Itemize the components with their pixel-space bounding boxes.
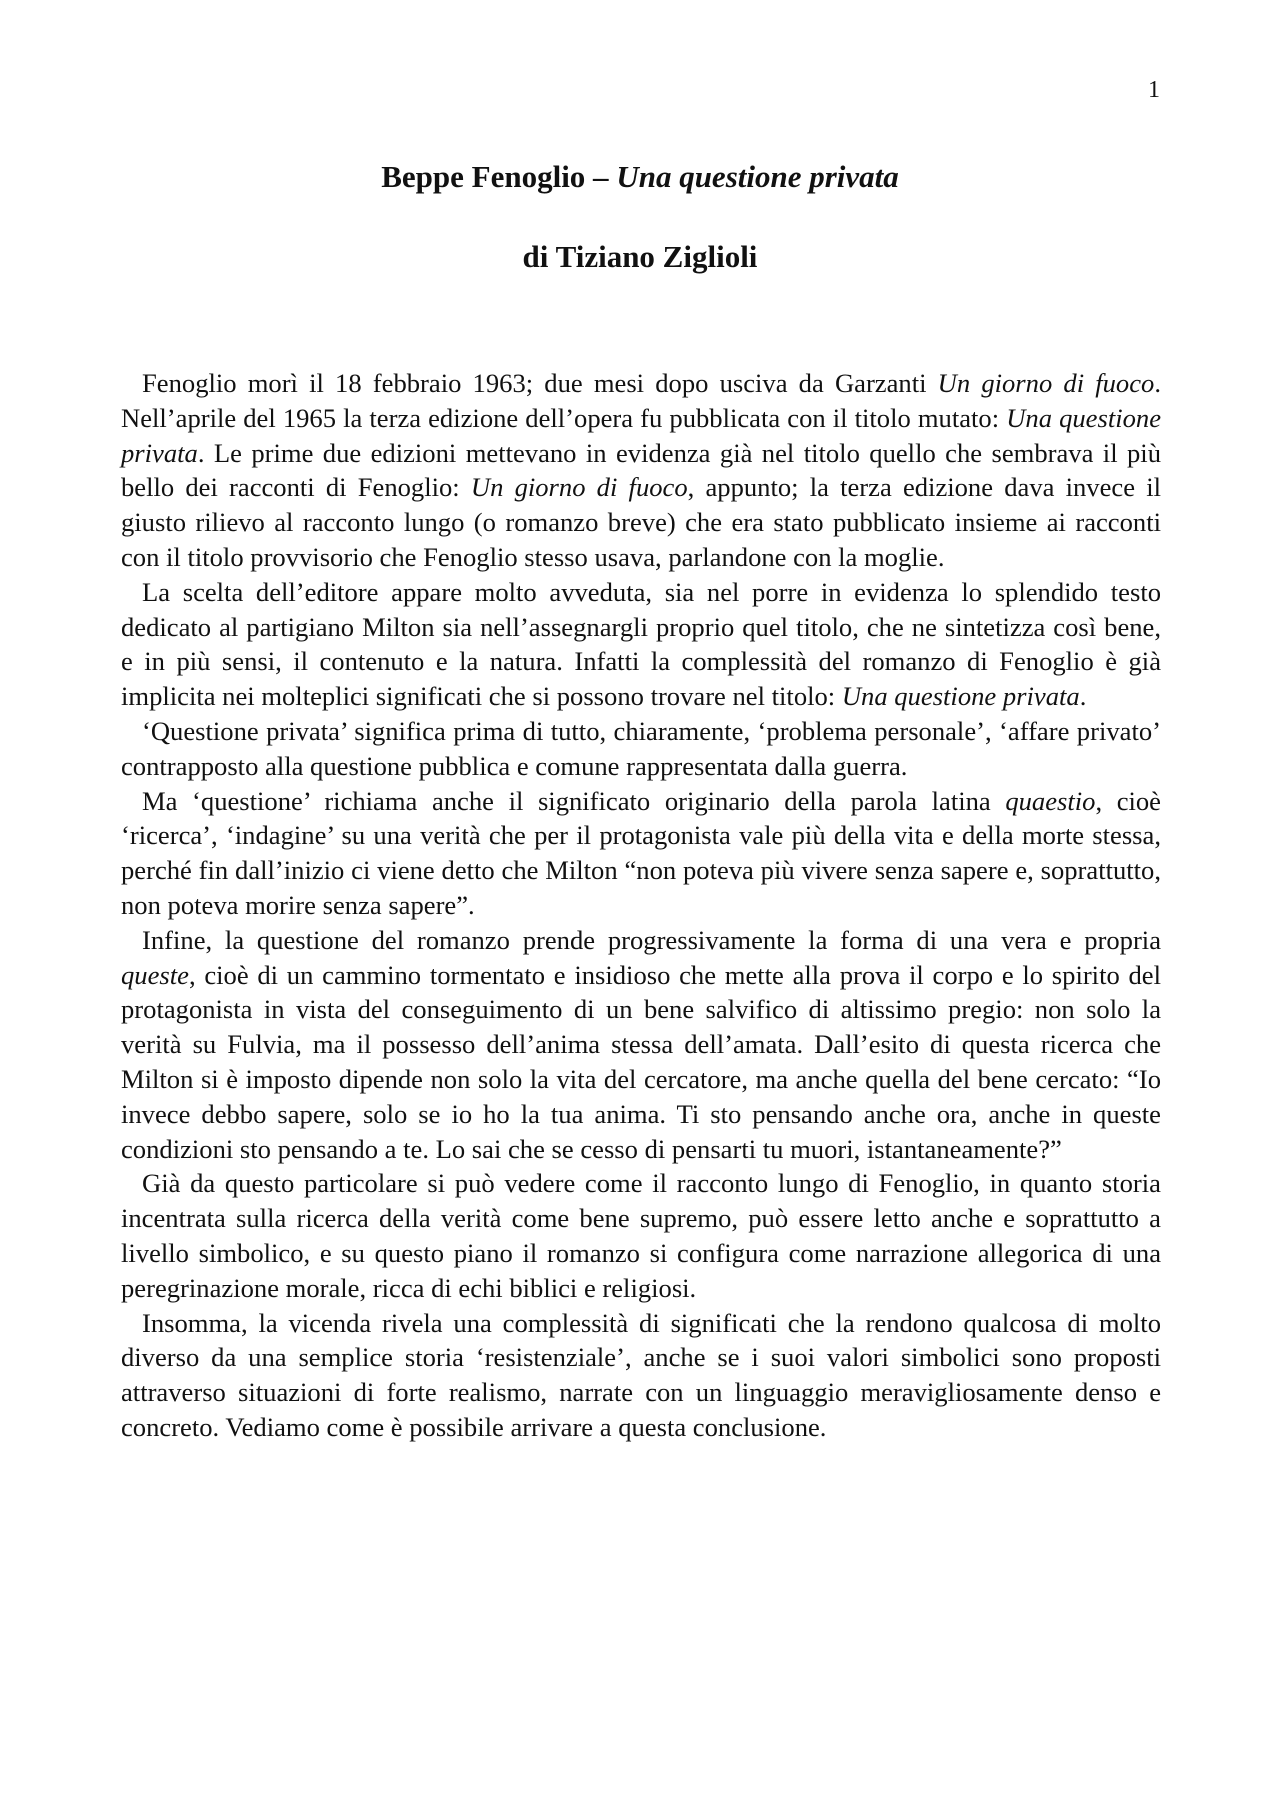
text-segment: , appunto; la terza edizione dava invece il giusto rilievo al racconto lungo (o romanzo breve) che era stato pubblicato insieme ai racconti con il titolo provvisorio che Fenoglio stesso usava, parlandone con la moglie. (121, 472, 1161, 572)
title-work: Una questione privata (616, 159, 899, 194)
italic-segment: Una questione privata (121, 402, 1161, 468)
text-segment: Fenoglio morì il 18 febbraio 1963; due mesi dopo usciva da Garzanti (142, 368, 938, 398)
italic-segment: Una questione privata (841, 681, 1080, 712)
paragraph-6 (121, 1166, 1161, 1305)
article-body (121, 366, 1161, 1445)
text-segment: . Nell’aprile del 1965 la terza edizione dell’opera fu pubblicata con il titolo mutato: (121, 368, 1161, 433)
text-segment: La scelta dell’editore appare molto avveduta, sia nel porre in evidenza lo splendido testo dedicato al partigiano Milton sia nell’assegnargli proprio quel titolo, che ne sintetizza così bene, e in più sensi, il contenuto e la natura. Infatti la complessità del romanzo di Fenoglio è già implicita nei molteplici significati che si possono trovare nel titolo: (121, 576, 1161, 712)
text-segment: . (1079, 681, 1087, 712)
paragraph-7 (121, 1306, 1161, 1445)
italic-segment: queste (121, 959, 189, 990)
paragraph-4 (121, 784, 1161, 923)
text-segment: Ma ‘questione’ richiama anche il significato originario della parola latina (142, 785, 1006, 816)
text-segment: ‘Questione privata’ significa prima di tutto, chiaramente, ‘problema personale’, ‘affare privato’ contrapposto alla questione pubblica e comune rappresentata dalla guerra. (121, 715, 1161, 781)
text-segment: Insomma, la vicenda rivela una complessità di significati che la rendono qualcosa di molto diverso da una semplice storia ‘resistenziale’, anche se i suoi valori simbolici sono proposti attraverso situazioni di forte realismo, narrate con un linguaggio meravigliosamente denso e concreto. Vediamo come è possibile arrivare a questa conclusione. (121, 1307, 1161, 1442)
text-segment: . Le prime due edizioni mettevano in evidenza già nel titolo quello che sembrava il più bello dei racconti di Fenoglio: (121, 437, 1161, 503)
byline: di Tiziano Ziglioli (522, 239, 758, 274)
text-segment: Già da questo particolare si può vedere come il racconto lungo di Fenoglio, in quanto storia incentrata sulla ricerca della verità come bene supremo, può essere letto anche e soprattutto a livello simbolico, e su questo piano il romanzo si configura come narrazione allegorica di una peregrinazione morale, ricca di echi biblici e religiosi. (121, 1168, 1161, 1303)
text-segment: , cioè ‘ricerca’, ‘indagine’ su una verità che per il protagonista vale più della vita e della morte stessa, perché fin dall’inizio ci viene detto che Milton “non poteva più vivere senza sapere e, soprattutto, non poteva morire senza sapere”. (121, 785, 1161, 920)
title-author: Beppe Fenoglio – (381, 159, 617, 194)
italic-segment: Un giorno di fuoco (937, 368, 1155, 398)
text-segment: Infine, la questione del romanzo prende progressivamente la forma di una vera e propria (142, 924, 1161, 955)
italic-segment: Un giorno di fuoco (470, 472, 688, 503)
paragraph-2 (121, 575, 1161, 714)
paragraph-1 (121, 366, 1161, 575)
paragraph-3 (121, 714, 1161, 784)
text-segment: , cioè di un cammino tormentato e insidioso che mette alla prova il corpo e lo spirito del protagonista in vista del conseguimento di un bene salvifico di altissimo pregio: non solo la verità su Fulvia, ma il possesso dell’anima stessa dell’amata. Dall’esito di questa ricerca che Milton si è imposto dipende non solo la vita del cercatore, ma anche quella del bene cercato: “Io invece debbo sapere, solo se io ho la tua anima. Ti sto pensando anche ora, anche in queste condizioni sto pensando a te. Lo sai che se cesso di pensarti tu muori, istantaneamente?” (121, 959, 1161, 1164)
page-number: 1 (1148, 77, 1160, 103)
page-title (0, 158, 1280, 195)
paragraph-5 (121, 923, 1161, 1167)
italic-segment: quaestio (1005, 785, 1096, 816)
